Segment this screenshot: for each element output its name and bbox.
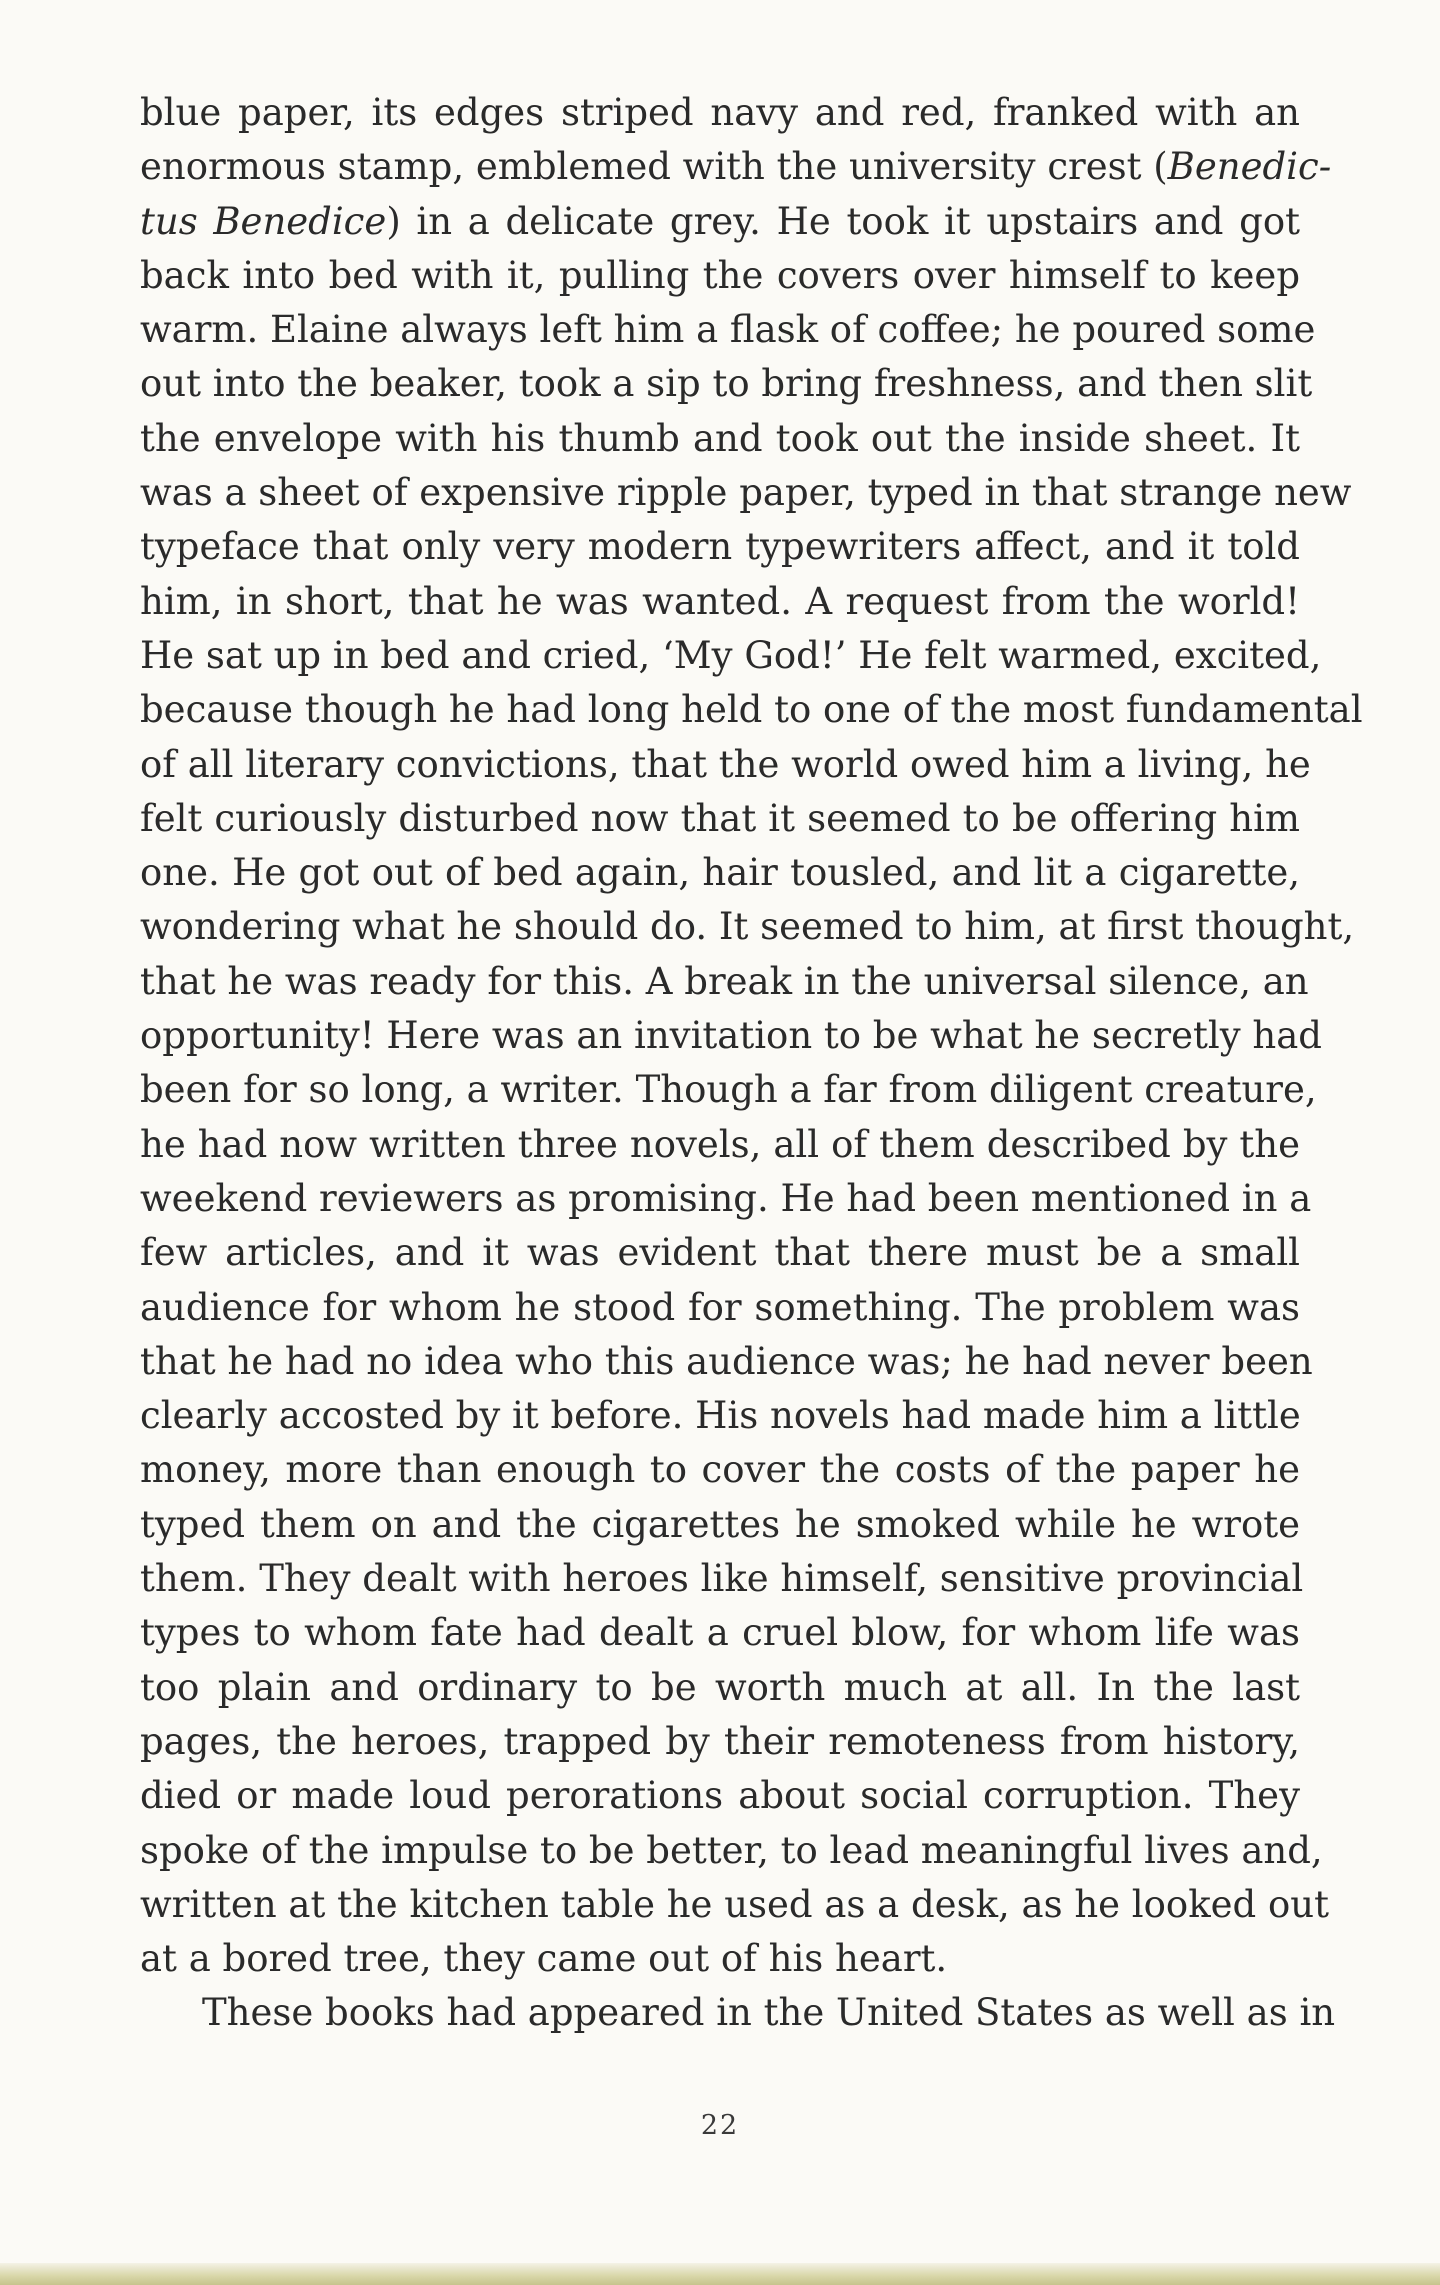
- text-line: opportunity! Here was an invitation to be what he secretly had: [140, 1014, 1322, 1058]
- text-line: audience for whom he stood for something. The problem was: [140, 1285, 1300, 1329]
- text-line: clearly accosted by it before. His novels had made him a little: [140, 1394, 1301, 1438]
- paragraph-end-line: at a bored tree, they came out of his heart.: [140, 1937, 948, 1981]
- text-line: one. He got out of bed again, hair tousled, and lit a cigarette,: [140, 851, 1300, 895]
- text-line: of all literary convictions, that the world owed him a living, he: [140, 742, 1311, 786]
- text-line: He sat up in bed and cried, ‘My God!’ He felt warmed, excited,: [140, 633, 1322, 677]
- text-line: money, more than enough to cover the costs of the paper he: [140, 1448, 1300, 1492]
- text-line: spoke of the impulse to be better, to lead meaningful lives and,: [140, 1828, 1323, 1872]
- italic-text-run: tus Benedice: [140, 199, 387, 243]
- text-line: out into the beaker, took a sip to bring freshness, and then slit: [140, 362, 1313, 406]
- text-line: he had now written three novels, all of them described by the: [140, 1122, 1300, 1166]
- text-line: him, in short, that he was wanted. A request from the world!: [140, 579, 1300, 623]
- text-run: enormous stamp, emblemed with the university crest (: [140, 145, 1168, 189]
- text-line: too plain and ordinary to be worth much at all. In the last: [140, 1665, 1300, 1709]
- text-line: felt curiously disturbed now that it seemed to be offering him: [140, 796, 1300, 840]
- paragraph-start-line: These books had appeared in the United States as well as in: [202, 1991, 1336, 2035]
- text-line: died or made loud perorations about social corruption. They: [140, 1774, 1300, 1818]
- text-line: few articles, and it was evident that there must be a small: [140, 1231, 1300, 1275]
- text-line: written at the kitchen table he used as a desk, as he looked out: [140, 1882, 1329, 1926]
- text-line: that he was ready for this. A break in the universal silence, an: [140, 959, 1309, 1003]
- text-line: wondering what he should do. It seemed to him, at first thought,: [140, 905, 1355, 949]
- italic-text-run: Benedic-: [1167, 145, 1332, 189]
- text-line: warm. Elaine always left him a flask of coffee; he poured some: [140, 308, 1316, 352]
- page-number: 22: [700, 2110, 740, 2141]
- text-line: typeface that only very modern typewriters affect, and it told: [140, 525, 1300, 569]
- text-line: them. They dealt with heroes like himself, sensitive provincial: [140, 1557, 1304, 1601]
- page-body: [140, 86, 1363, 2041]
- text-line: typed them on and the cigarettes he smoked while he wrote: [140, 1502, 1300, 1546]
- text-line: [140, 195, 1300, 249]
- text-line: types to whom fate had dealt a cruel blow, for whom life was: [140, 1611, 1300, 1655]
- text-line: was a sheet of expensive ripple paper, typed in that strange new: [140, 471, 1352, 515]
- text-line: blue paper, its edges striped navy and red, franked with an: [140, 91, 1300, 134]
- text-line: weekend reviewers as promising. He had been mentioned in a: [140, 1176, 1312, 1220]
- text-line: back into bed with it, pulling the covers over himself to keep: [140, 253, 1300, 297]
- page-bottom-edge: [0, 2263, 1440, 2285]
- text-run: ) in a delicate grey. He took it upstairs and got: [386, 199, 1300, 243]
- text-line: been for so long, a writer. Though a far from diligent creature,: [140, 1068, 1317, 1112]
- text-line: that he had no idea who this audience was; he had never been: [140, 1339, 1313, 1383]
- text-line: [140, 140, 1332, 194]
- text-line: because though he had long held to one of the most fundamental: [140, 688, 1363, 732]
- text-line: pages, the heroes, trapped by their remoteness from history,: [140, 1719, 1300, 1763]
- text-line: the envelope with his thumb and took out the inside sheet. It: [140, 416, 1300, 460]
